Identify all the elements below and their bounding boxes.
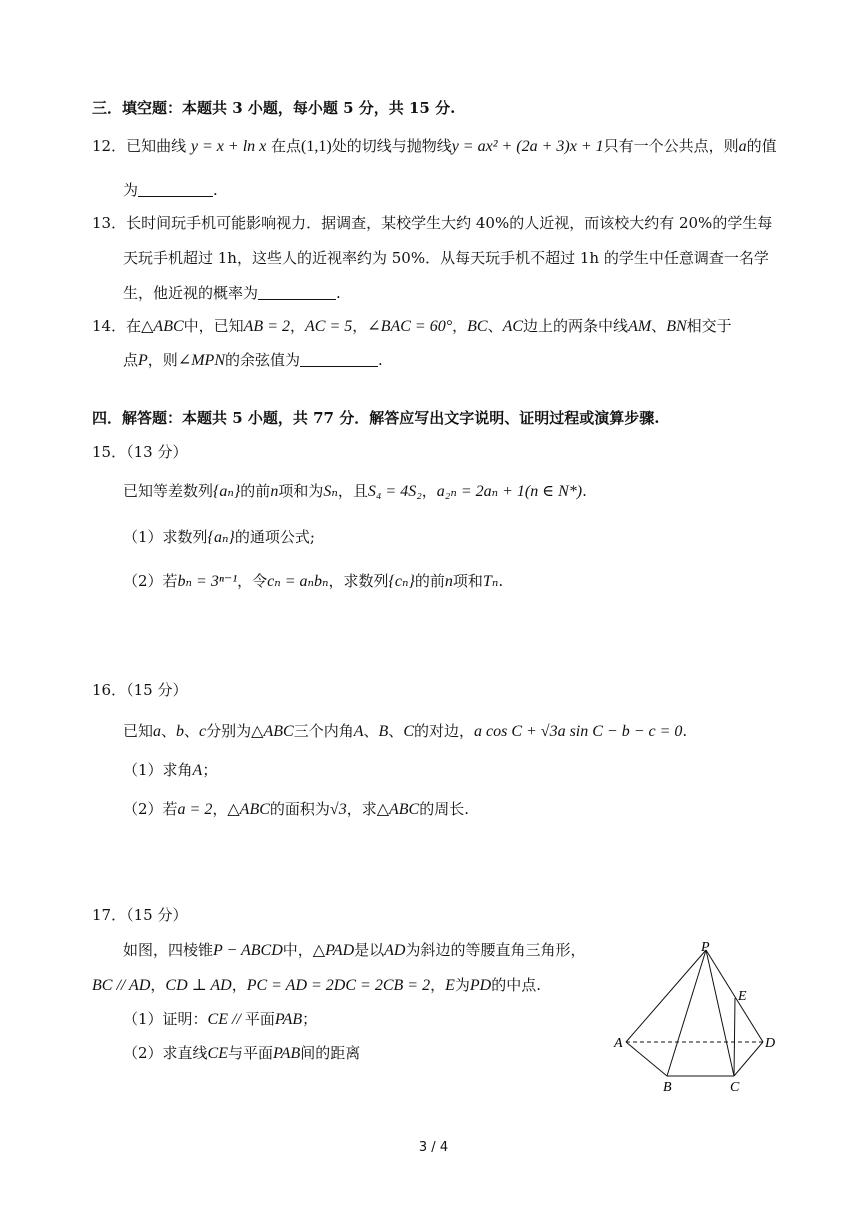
question-16-stem: 已知a、b、c分别为△ABC三个内角A、B、C的对边，a cos C + √3a sin C − b − c = 0. <box>123 722 688 740</box>
question-16-part1: （1）求角A； <box>123 761 218 779</box>
answer-blank <box>138 181 213 197</box>
page-number: 3 / 4 <box>418 1140 449 1155</box>
question-17-line1: 如图，四棱锥P − ABCD中，△PAD是以AD为斜边的等腰直角三角形， <box>123 941 586 959</box>
label-e: E <box>738 989 747 1004</box>
question-15-stem: 已知等差数列{aₙ}的前n项和为Sₙ，且S₄ = 4S₂，a₂ₙ = 2aₙ + 1(n ∈ N*). <box>123 482 587 500</box>
edge-pb <box>667 950 706 1076</box>
answer-blank <box>300 351 378 367</box>
question-14-line2: 点P，则∠MPN的余弦值为 . <box>123 351 383 369</box>
question-15-part2: （2）若bₙ = 3ⁿ⁻¹，令cₙ = aₙbₙ，求数列{cₙ}的前n项和Tₙ. <box>123 572 504 590</box>
answer-blank <box>258 284 336 300</box>
curve-equation: y = x + ln x <box>190 138 267 155</box>
label-a: A <box>614 1036 623 1051</box>
edge-ab <box>626 1042 667 1076</box>
question-14-line1: 14．在△ABC中，已知AB = 2，AC = 5，∠BAC = 60°，BC、AC边上的两条中线AM、BN相交于 <box>92 317 732 335</box>
label-c: C <box>730 1080 740 1095</box>
section-4-heading: 四．解答题：本题共 5 小题，共 77 分．解答应写出文字说明、证明过程或演算步骤. <box>92 409 660 427</box>
edge-cd <box>734 1042 763 1076</box>
question-15-header: 15．（13 分） <box>92 443 188 461</box>
parabola-equation: y = ax² + (2a + 3)x + 1 <box>451 138 604 155</box>
question-number: 14． <box>92 317 127 335</box>
edge-pc <box>706 950 734 1076</box>
question-17-header: 17．（15 分） <box>92 906 188 924</box>
label-d: D <box>765 1036 776 1051</box>
question-16-part2: （2）若a = 2，△ABC的面积为√3，求△ABC的周长. <box>123 800 470 818</box>
question-12-line2: 为 . <box>123 181 218 199</box>
edge-pa <box>626 950 706 1042</box>
question-number: 12． <box>92 137 127 155</box>
question-15-part1: （1）求数列{aₙ}的通项公式; <box>123 528 315 546</box>
label-b: B <box>663 1080 672 1095</box>
segment-ce <box>734 998 735 1076</box>
question-13-line3: 生，他近视的概率为 . <box>123 284 341 302</box>
question-number: 13． <box>92 214 127 232</box>
question-17-part2: （2）求直线CE与平面PAB间的距离 <box>123 1044 361 1062</box>
question-13-line1: 13．长时间玩手机可能影响视力．据调查，某校学生大约 40%的人近视，而该校大约有 20%的学生每 <box>92 214 773 232</box>
question-12-line1: 12．已知曲线 y = x + ln x 在点(1,1)处的切线与抛物线y = ax² + (2a + 3)x + 1只有一个公共点，则a的值 <box>92 137 777 155</box>
point: (1,1) <box>301 138 332 155</box>
question-17-part1: （1）证明：CE // 平面PAB； <box>123 1010 318 1028</box>
question-17-line2: BC // AD，CD ⊥ AD，PC = AD = 2DC = 2CB = 2，E为PD的中点. <box>92 976 541 994</box>
section-3-heading: 三．填空题：本题共 3 小题，每小题 5 分，共 15 分. <box>92 99 456 117</box>
label-p: P <box>701 940 710 955</box>
question-16-header: 16．（15 分） <box>92 681 188 699</box>
question-13-line2: 天玩手机超过 1h，这些人的近视率约为 50%．从每天玩手机不超过 1h 的学生中任意调查一名学 <box>123 249 769 267</box>
pyramid-figure <box>610 935 785 1095</box>
